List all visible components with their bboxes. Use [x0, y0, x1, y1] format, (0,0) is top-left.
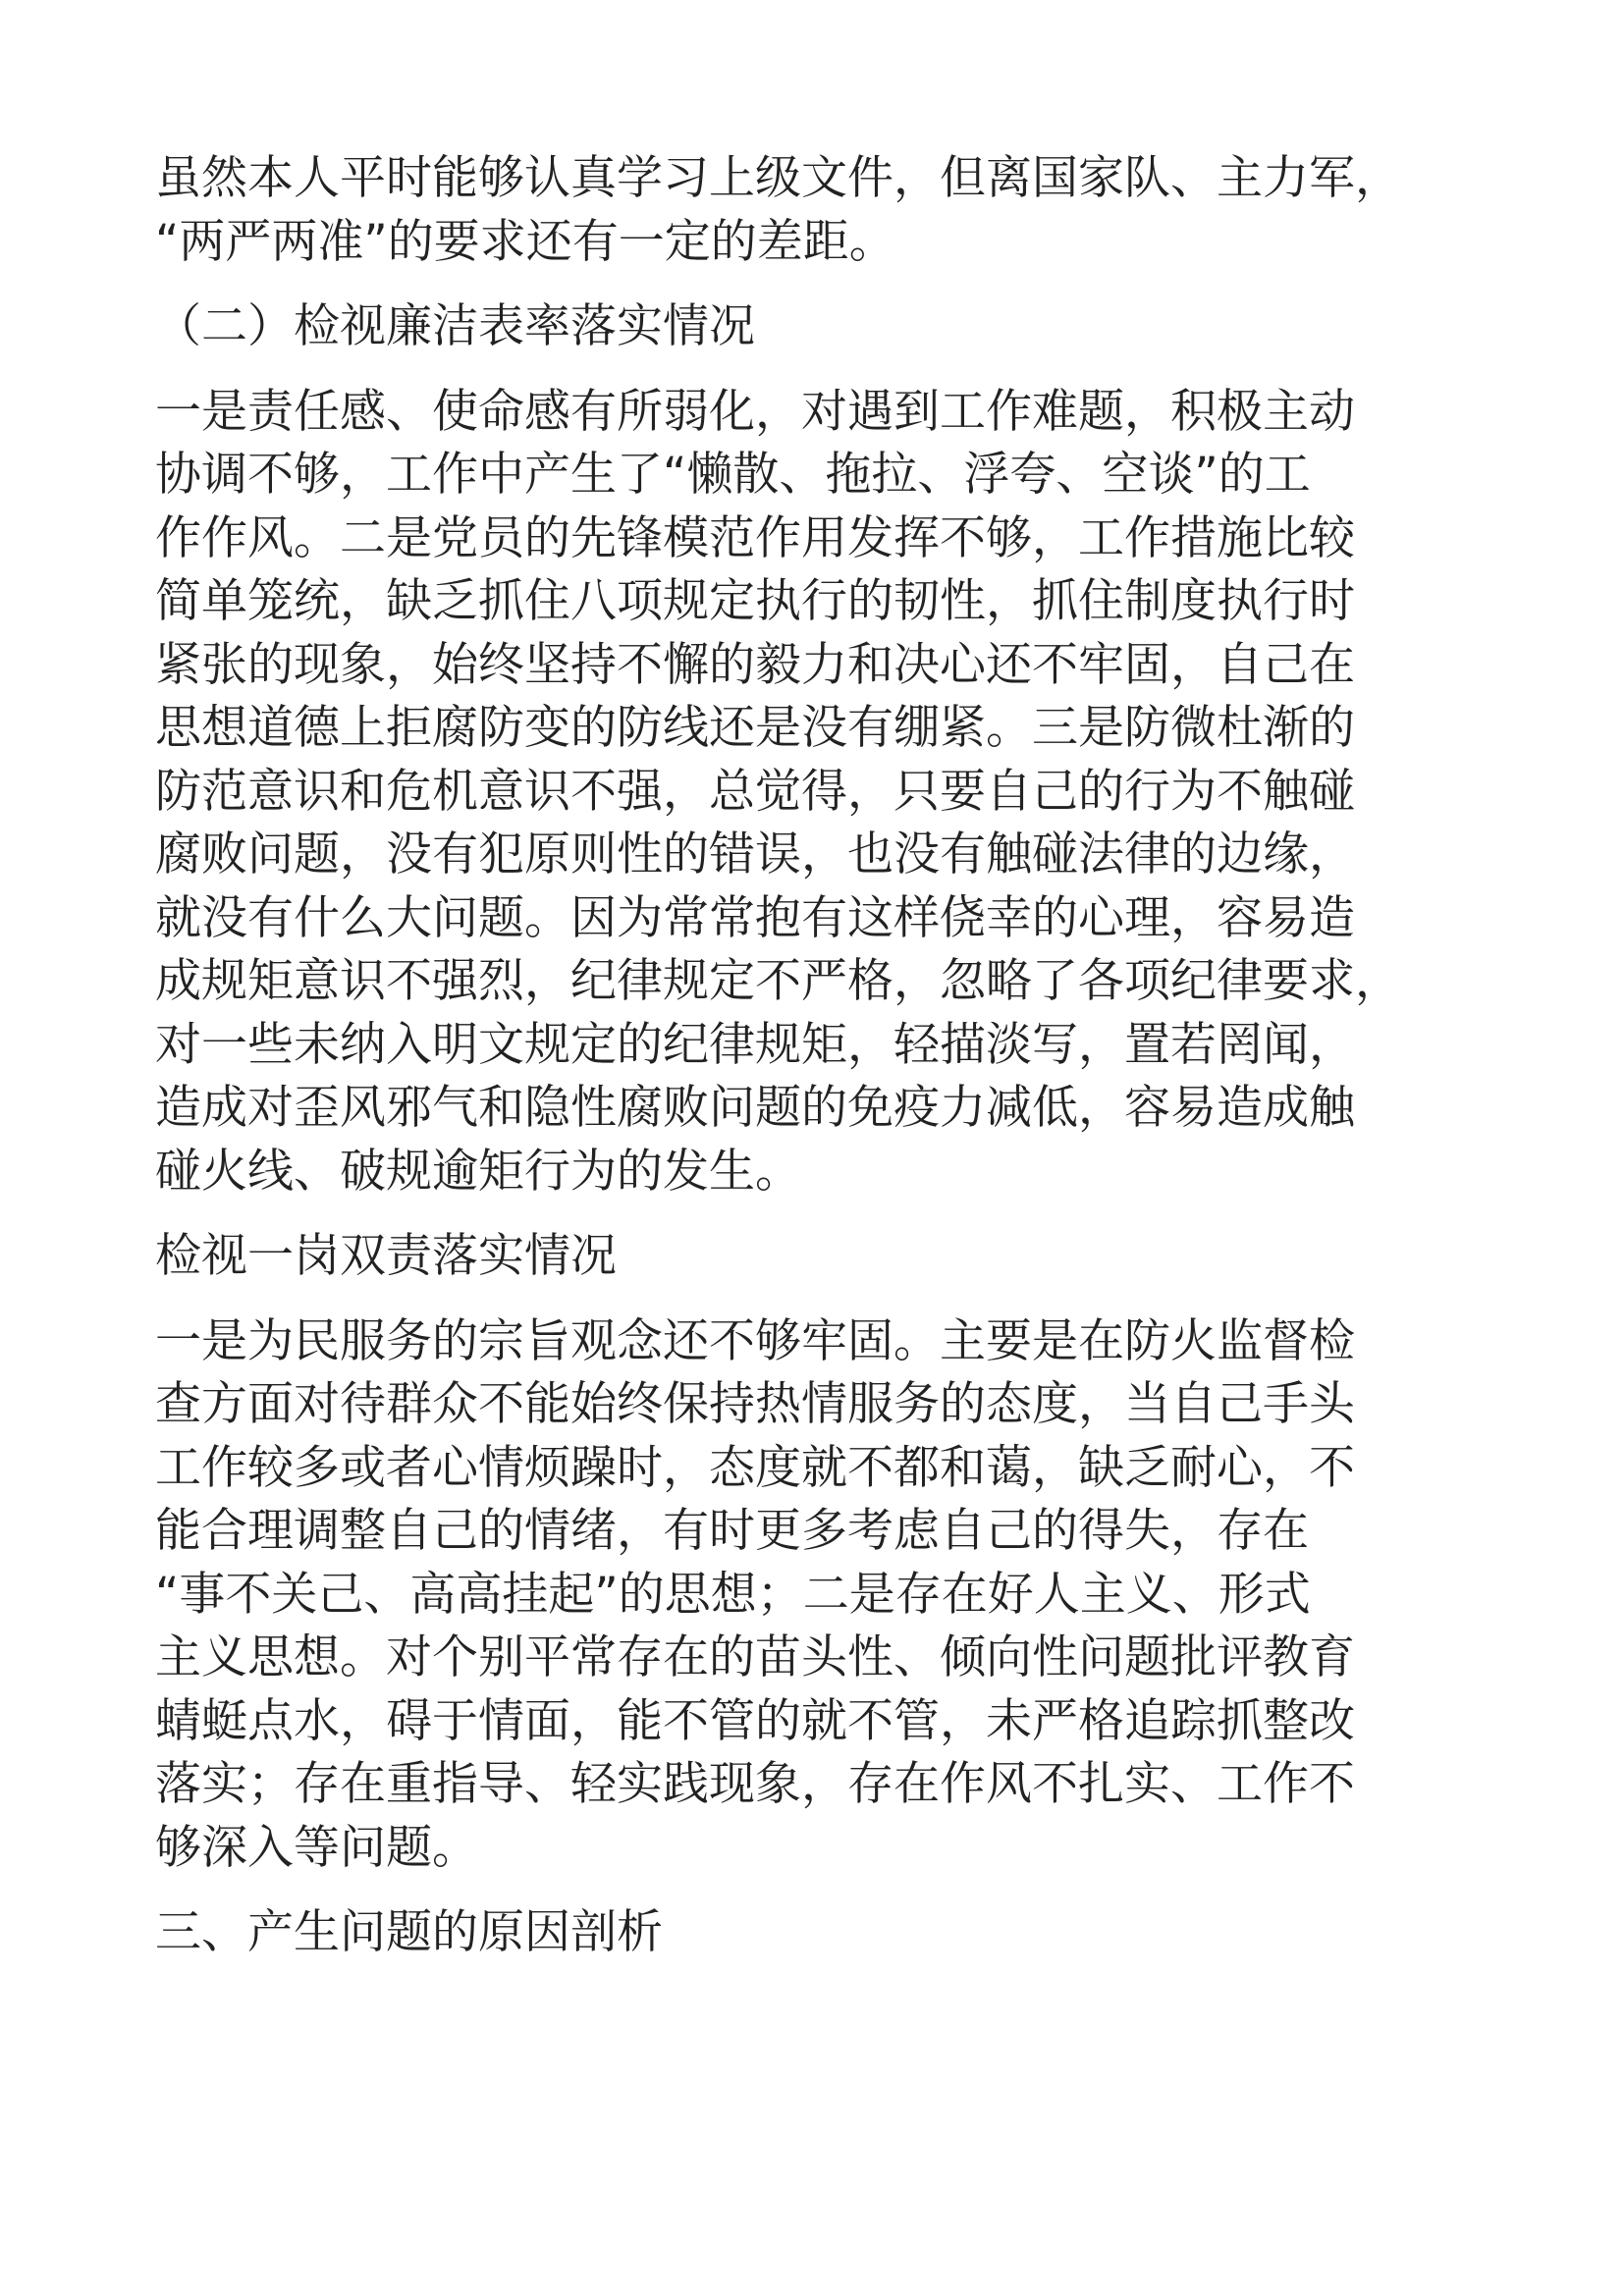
heading-text: 检视一岗双责落实情况 — [155, 1229, 617, 1283]
text-line: 一是责任感、使命感有所弱化，对遇到工作难题，积极主动 — [155, 384, 1355, 439]
text-line: 对一些未纳入明文规定的纪律规矩，轻描淡写，置若罔闻， — [155, 1017, 1355, 1072]
text-line: 紧张的现象，始终坚持不懈的毅力和决心还不牢固，自己在 — [155, 637, 1355, 692]
heading-text: （二）检视廉洁表率落实情况 — [155, 299, 755, 353]
text-line: 落实；存在重指导、轻实践现象，存在作风不扎实、工作不 — [155, 1757, 1355, 1811]
paragraph-p2 — [155, 381, 1471, 1204]
text-line: 造成对歪风邪气和隐性腐败问题的免疫力减低，容易造成触 — [155, 1081, 1355, 1135]
paragraph-p1 — [155, 147, 1471, 274]
section-heading-4 — [155, 1901, 1471, 1965]
text-line: 成规矩意识不强烈，纪律规定不严格，忽略了各项纪律要求， — [155, 954, 1401, 1008]
text-line: 腐败问题，没有犯原则性的错误，也没有触碰法律的边缘， — [155, 828, 1355, 881]
text-line: 就没有什么大问题。因为常常抱有这样侥幸的心理，容易造 — [155, 890, 1355, 945]
text-line: 工作较多或者心情烦躁时，态度就不都和蔼，缺乏耐心，不 — [155, 1440, 1355, 1495]
text-line: 碰火线、破规逾矩行为的发生。 — [155, 1144, 801, 1199]
text-line: “两严两准”的要求还有一定的差距。 — [155, 214, 895, 269]
section-heading-3 — [155, 1225, 1471, 1289]
text-line: “事不关己、高高挂起”的思想；二是存在好人主义、形式 — [155, 1567, 1311, 1622]
text-line: 能合理调整自己的情绪，有时更多考虑自己的得失，存在 — [155, 1504, 1309, 1558]
text-line: 防范意识和危机意识不强，总觉得，只要自己的行为不触碰 — [155, 764, 1355, 819]
text-line: 协调不够，工作中产生了“懒散、拖拉、浮夸、空谈”的工 — [155, 448, 1311, 502]
heading-text: 三、产生问题的原因剖析 — [155, 1905, 663, 1959]
text-line: 蜻蜓点水，碍于情面，能不管的就不管，未严格追踪抓整改 — [155, 1693, 1355, 1748]
text-line: 简单笼统，缺乏抓住八项规定执行的韧性，抓住制度执行时 — [155, 574, 1355, 628]
text-line: 思想道德上拒腐防变的防线还是没有绷紧。三是防微杜渐的 — [155, 701, 1355, 755]
text-line: 虽然本人平时能够认真学习上级文件，但离国家队、主力军， — [155, 151, 1401, 205]
text-line: 够深入等问题。 — [155, 1820, 478, 1875]
section-heading-2 — [155, 295, 1471, 359]
text-line: 作作风。二是党员的先锋模范作用发挥不够，工作措施比较 — [155, 510, 1355, 565]
paragraph-p3 — [155, 1310, 1471, 1881]
document-body — [155, 147, 1471, 1965]
text-line: 一是为民服务的宗旨观念还不够牢固。主要是在防火监督检 — [155, 1313, 1355, 1368]
text-line: 主义思想。对个别平常存在的苗头性、倾向性问题批评教育 — [155, 1630, 1355, 1684]
text-line: 查方面对待群众不能始终保持热情服务的态度，当自己手头 — [155, 1377, 1355, 1431]
